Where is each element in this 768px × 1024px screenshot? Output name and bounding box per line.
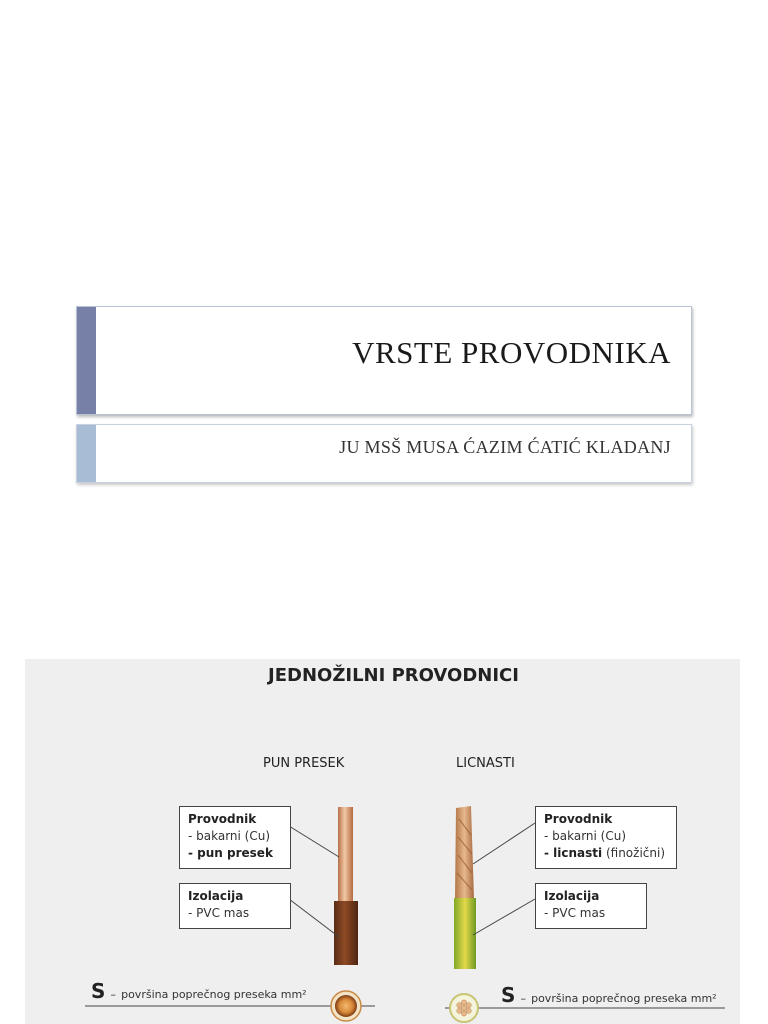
solid-column-title: PUN PRESEK [263,756,345,771]
label-title: Provodnik [544,812,613,826]
label-line: - bakarni (Cu) [188,829,271,843]
label-title: Izolacija [188,889,244,903]
solid-formula [91,979,307,1003]
label-line: - pun presek [188,846,273,860]
label-line: - PVC mas [544,906,606,920]
label-rest-part: (finožični) [602,846,665,860]
stranded-column-title: LICNASTI [456,756,515,771]
label-line: - PVC mas [188,906,250,920]
stranded-formula [501,983,717,1007]
formula-dash: – [110,988,116,1001]
solid-wire [334,807,358,965]
label-line: - bakarni (Cu) [544,829,627,843]
subtitle-accent-bar [77,425,96,482]
formula-dash: – [520,992,526,1005]
subtitle-box [76,424,692,483]
slide-title: VRSTE PROVODNIKA [352,335,671,370]
label-title: Izolacija [544,889,600,903]
label-line [544,845,668,862]
conductor-slide [25,659,740,1024]
label-title: Provodnik [188,812,257,826]
stranded-insulation-label [535,883,647,929]
solid-insulation-label [179,883,291,929]
area-symbol: S [501,983,516,1007]
title-accent-bar [77,307,96,414]
area-symbol: S [91,979,106,1003]
title-box [76,306,692,415]
label-bold-part: - licnasti [544,846,603,860]
stranded-wire [454,806,476,969]
slide-subtitle: JU MSŠ MUSA ĆAZIM ĆATIĆ KLADANJ [339,437,671,457]
pointer-arrows [289,823,535,937]
solid-conductor-label [179,806,291,869]
slide-heading: JEDNOŽILNI PROVODNICI [268,665,519,686]
formula-text: površina poprečnog preseka mm² [121,988,307,1001]
formula-text: površina poprečnog preseka mm² [531,992,717,1005]
stranded-conductor-label [535,806,677,869]
